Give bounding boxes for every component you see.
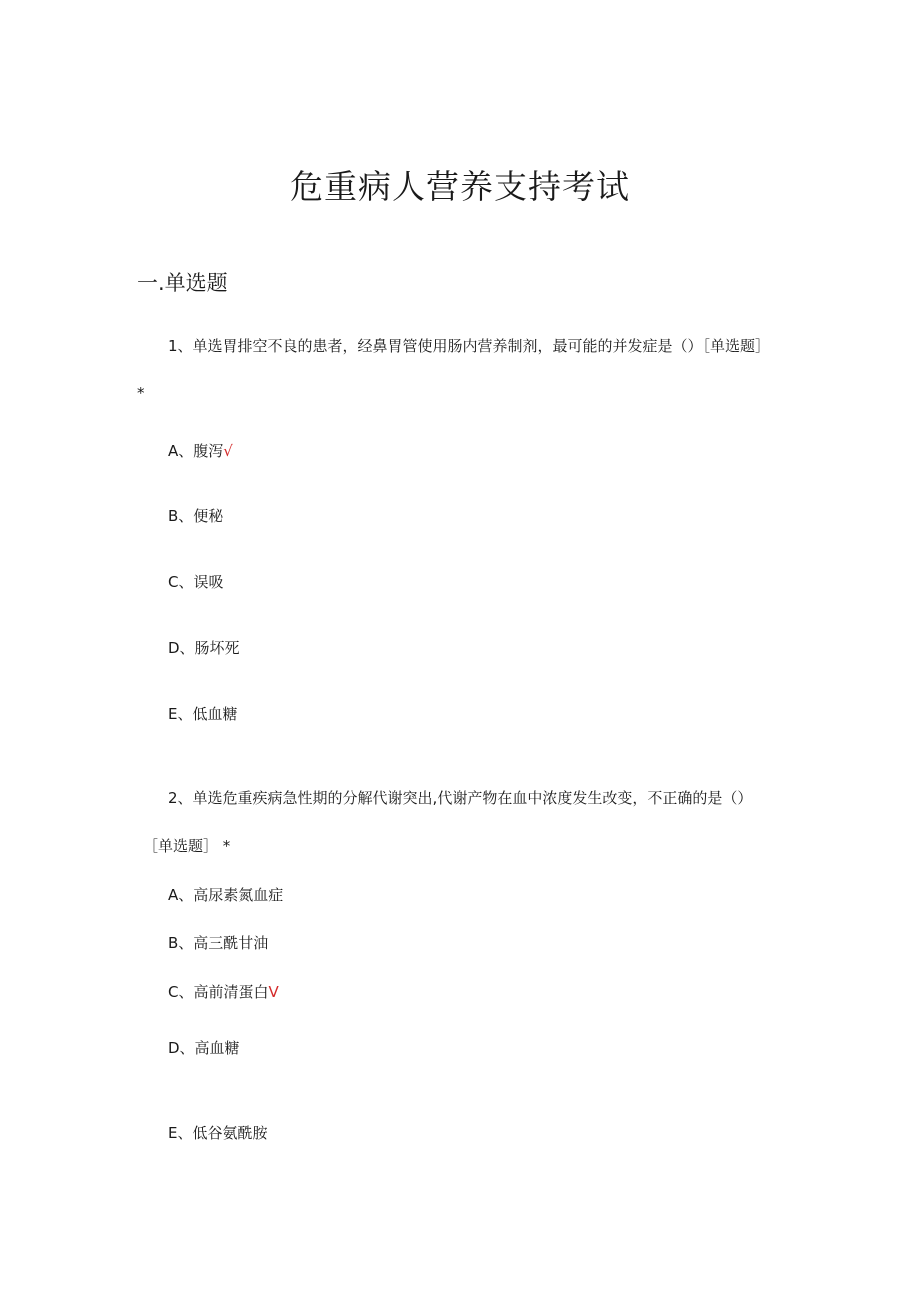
question-2-option-d[interactable] bbox=[168, 1037, 240, 1059]
question-1-required-mark: * bbox=[137, 384, 145, 402]
question-1-option-d[interactable] bbox=[168, 637, 240, 659]
option-label: D、肠坏死 bbox=[168, 639, 240, 657]
option-label: E、低血糖 bbox=[168, 705, 238, 723]
correct-answer-mark: √ bbox=[223, 442, 233, 460]
option-label: C、误吸 bbox=[168, 573, 224, 591]
option-label: B、便秘 bbox=[168, 507, 224, 525]
question-1-option-e[interactable] bbox=[168, 703, 237, 725]
option-label: D、高血糖 bbox=[168, 1039, 240, 1057]
option-label: A、高尿素氮血症 bbox=[168, 886, 284, 904]
question-2-option-e[interactable] bbox=[168, 1122, 267, 1144]
option-label: E、低谷氨酰胺 bbox=[168, 1124, 268, 1142]
question-2-option-a[interactable] bbox=[168, 884, 283, 906]
option-label: A、腹泻 bbox=[168, 442, 224, 460]
question-1-option-a[interactable] bbox=[168, 440, 233, 462]
option-label: C、高前清蛋白 bbox=[168, 983, 269, 1001]
question-2-option-c[interactable] bbox=[168, 981, 279, 1003]
question-1-option-b[interactable] bbox=[168, 505, 223, 527]
question-1-stem: 1、单选胃排空不良的患者，经鼻胃管使用肠内营养制剂，最可能的并发症是（）［单选题］ bbox=[168, 337, 771, 355]
question-2-stem: 2、单选危重疾病急性期的分解代谢突出,代谢产物在血中浓度发生改变，不正确的是（） bbox=[168, 789, 753, 807]
page-title: 危重病人营养支持考试 bbox=[290, 167, 630, 206]
question-1-option-c[interactable] bbox=[168, 571, 223, 593]
correct-answer-mark: V bbox=[268, 983, 279, 1001]
option-label: B、高三酰甘油 bbox=[168, 934, 269, 952]
question-2-type-tag: ［单选题］ * bbox=[143, 837, 231, 855]
section-title: 一.单选题 bbox=[137, 271, 228, 295]
question-2-option-b[interactable] bbox=[168, 932, 268, 954]
